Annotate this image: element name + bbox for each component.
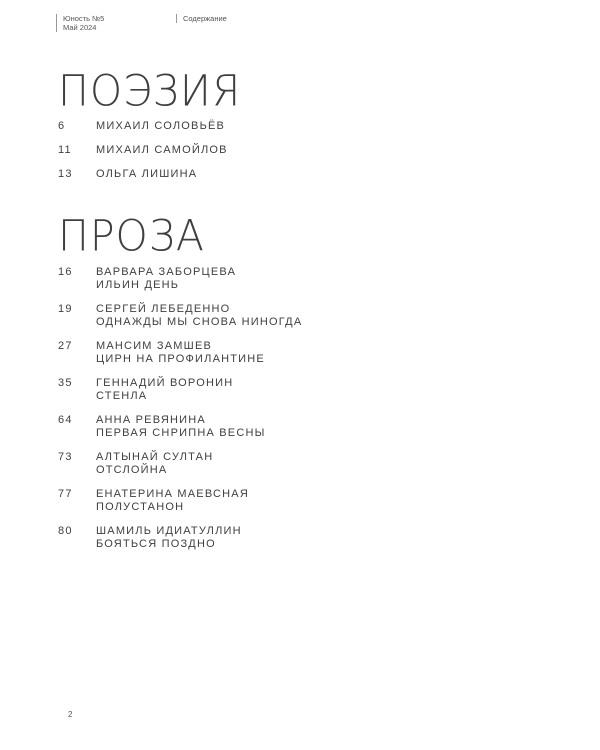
toc-author: МАНСИМ ЗАМШЕВ: [96, 340, 213, 352]
toc-entry[interactable]: [58, 451, 558, 488]
toc-entry[interactable]: [58, 414, 558, 451]
toc-page-number: 16: [58, 266, 73, 278]
toc-author: ГЕННАДИЙ ВОРОНИН: [96, 377, 234, 389]
prose-toc: [58, 266, 558, 562]
toc-work-title: ПОЛУСТАНОН: [96, 501, 185, 513]
toc-page-number: 19: [58, 303, 73, 315]
magazine-issue: Юность №5: [63, 14, 105, 23]
toc-work-title: ОДНАЖДЫ МЫ СНОВА НИНОГДА: [96, 316, 303, 328]
page-header: [0, 14, 600, 36]
toc-entry[interactable]: [58, 266, 558, 303]
toc-entry[interactable]: [58, 340, 558, 377]
toc-page-number: 77: [58, 488, 73, 500]
toc-page-number: 80: [58, 525, 73, 537]
toc-entry[interactable]: [58, 168, 558, 192]
toc-work-title: ЦИРН НА ПРОФИЛАНТИНЕ: [96, 353, 265, 365]
toc-entry[interactable]: [58, 525, 558, 562]
toc-work-title: ОТСЛОЙНА: [96, 464, 168, 476]
toc-author: МИХАИЛ СОЛОВЬЁВ: [96, 120, 226, 132]
toc-entry[interactable]: [58, 144, 558, 168]
toc-page-number: 13: [58, 168, 73, 180]
toc-author: ЕНАТЕРИНА МАЕВСНАЯ: [96, 488, 249, 500]
poetry-toc: [58, 120, 558, 192]
toc-author: СЕРГЕЙ ЛЕБЕДЕННО: [96, 303, 231, 315]
issue-date: Май 2024: [63, 23, 97, 32]
poetry-heading: ПОЭЗИЯ: [58, 65, 242, 117]
toc-entry[interactable]: [58, 303, 558, 340]
page-number: 2: [68, 710, 73, 719]
toc-work-title: СТЕНЛА: [96, 390, 148, 402]
toc-work-title: БОЯТЬСЯ ПОЗДНО: [96, 538, 216, 550]
issue-info: [56, 14, 104, 32]
toc-author: АННА РЕВЯНИНА: [96, 414, 206, 426]
toc-page-number: 64: [58, 414, 73, 426]
toc-author: МИХАИЛ САМОЙЛОВ: [96, 144, 228, 156]
toc-page-number: 27: [58, 340, 73, 352]
toc-author: ОЛЬГА ЛИШИНА: [96, 168, 198, 180]
toc-page-number: 11: [58, 144, 72, 156]
toc-author: ВАРВАРА ЗАБОРЦЕВА: [96, 266, 237, 278]
toc-author: АЛТЫНАЙ СУЛТАН: [96, 451, 214, 463]
toc-entry[interactable]: [58, 377, 558, 414]
toc-entry[interactable]: [58, 120, 558, 144]
toc-work-title: ИЛЬИН ДЕНЬ: [96, 279, 180, 291]
toc-page-number: 35: [58, 377, 73, 389]
toc-author: ШАМИЛЬ ИДИАТУЛЛИН: [96, 525, 242, 537]
toc-page-number: 6: [58, 120, 66, 132]
toc-work-title: ПЕРВАЯ СНРИПНА ВЕСНЫ: [96, 427, 266, 439]
toc-page-number: 73: [58, 451, 73, 463]
section-label: Содержание: [176, 14, 227, 23]
toc-entry[interactable]: [58, 488, 558, 525]
prose-heading: ПРОЗА: [58, 210, 205, 262]
